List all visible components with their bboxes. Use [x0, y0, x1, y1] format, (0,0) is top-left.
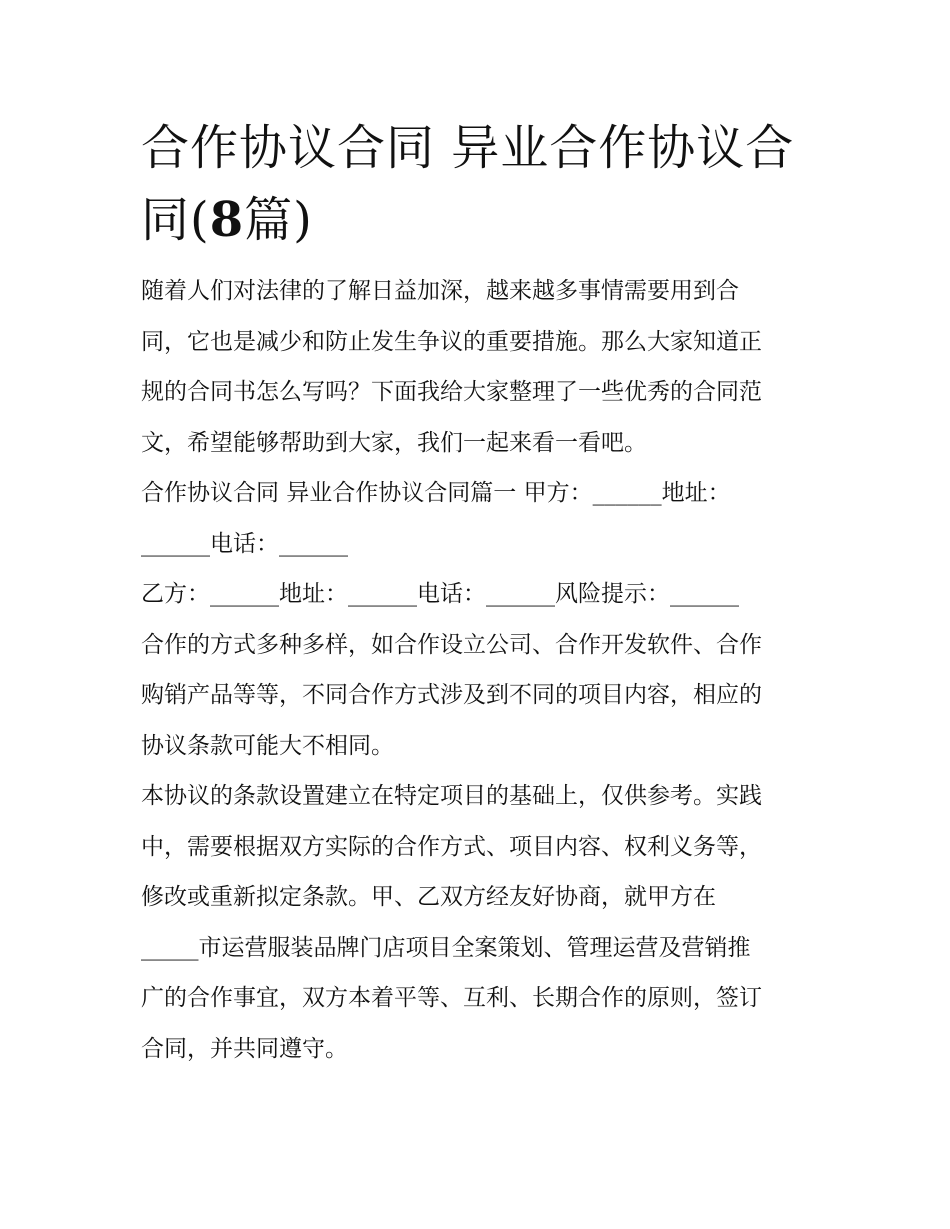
text-line: 合同，并共同遵守。 [141, 1035, 348, 1062]
text-line: 中，需要根据双方实际的合作方式、项目内容、权利义务等， [141, 833, 762, 860]
text-line: 同，它也是减少和防止发生争议的重要措施。那么大家知道正 [141, 328, 762, 355]
text-line: 广的合作事宜，双方本着平等、互利、长期合作的原则，签订 [141, 985, 762, 1011]
paragraph-party-a [141, 468, 813, 569]
document-body [141, 112, 813, 1074]
text-line: 本协议的条款设置建立在特定项目的基础上，仅供参考。实践 [141, 783, 762, 809]
paragraph-party-b [141, 569, 813, 620]
text-line: 文，希望能够帮助到大家，我们一起来看一看吧。 [141, 429, 647, 456]
text-line: 修改或重新拟定条款。甲、乙双方经友好协商，就甲方在 [141, 884, 716, 910]
document-title [141, 112, 813, 256]
text-line: ______电话：______ [141, 530, 348, 557]
text-line: 合作的方式多种多样，如合作设立公司、合作开发软件、合作 [141, 631, 762, 658]
paragraph-cooperation-modes [141, 620, 813, 772]
title-text-b: 篇) [244, 192, 313, 248]
text-line: 随着人们对法律的了解日益加深，越来越多事情需要用到合 [141, 278, 739, 304]
title-text-a: 同( [141, 192, 210, 248]
paragraph-clause-note [141, 771, 813, 1074]
text-line: 合作协议合同 异业合作协议合同篇一 甲方：______地址： [141, 480, 731, 506]
text-line: 购销产品等等，不同合作方式涉及到不同的项目内容，相应的 [141, 682, 762, 708]
text-line: _____市运营服装品牌门店项目全案策划、管理运营及营销推 [141, 934, 751, 961]
title-line-1: 合作协议合同 异业合作协议合 [141, 120, 795, 176]
paragraph-intro [141, 266, 813, 468]
text-line: 规的合同书怎么写吗？下面我给大家整理了一些优秀的合同范 [141, 379, 762, 405]
title-count: 8 [209, 192, 245, 248]
text-line: 协议条款可能大不相同。 [141, 732, 394, 759]
text-line: 乙方：______地址：______电话：______风险提示：______ [141, 581, 739, 607]
title-line-2 [141, 184, 813, 256]
